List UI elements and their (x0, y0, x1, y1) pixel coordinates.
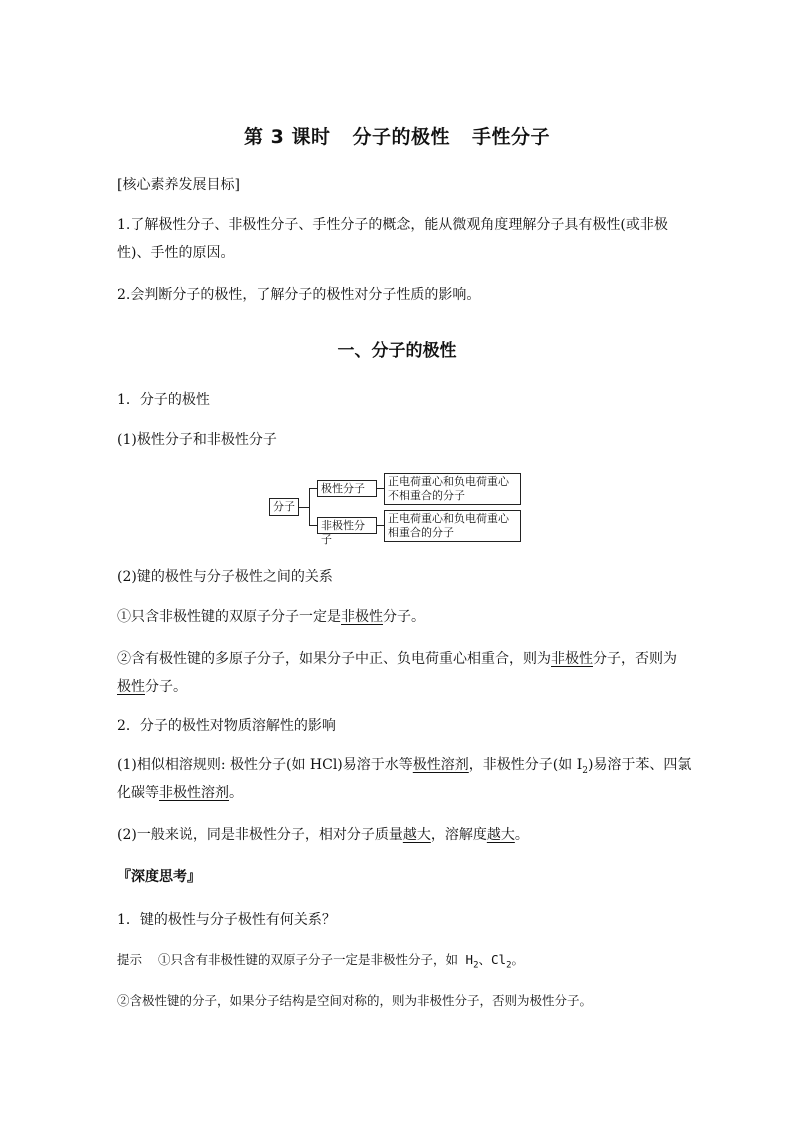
diagram-nonpolar-description: 正电荷重心和负电荷重心相重合的分子 (384, 510, 521, 542)
answer-blank: 非极性 (551, 651, 593, 667)
rule-1: ①只含非极性键的双原子分子一定是非极性分子。 (117, 609, 425, 625)
question-1: 1．键的极性与分子极性有何关系？ (117, 912, 336, 928)
diagram-polar-description: 正电荷重心和负电荷重心不相重合的分子 (384, 473, 521, 505)
diagram-connector (299, 507, 309, 508)
diagram-connector (377, 488, 384, 489)
hint-label: 提示 (117, 952, 143, 967)
goal-1-line-1: 1.了解极性分子、非极性分子、手性分子的概念，能从微观角度理解分子具有极性(或非极 (117, 217, 668, 233)
polarity-classification-diagram (266, 470, 526, 546)
answer-blank: 越大 (486, 827, 515, 843)
answer-blank: 非极性溶剂 (159, 785, 229, 801)
diagram-polar-box: 极性分子 (317, 480, 377, 497)
subsection-1-item-2: (2)键的极性与分子极性之间的关系 (117, 569, 333, 585)
diagram-connector (377, 525, 384, 526)
goals-heading: [核心素养发展目标] (117, 177, 240, 193)
diagram-connector (309, 525, 317, 526)
rule-2-line-2: 极性分子。 (117, 679, 187, 695)
diagram-connector (309, 488, 317, 489)
solubility-rule-line-2: 化碳等非极性溶剂。 (117, 785, 243, 801)
hint-line-2: ②含极性键的分子，如果分子结构是空间对称的，则为非极性分子，否则为极性分子。 (117, 993, 593, 1008)
solubility-rule-line-1: (1)相似相溶规则: 极性分子(如 HCl)易溶于水等极性溶剂，非极性分子(如 $I_2$)易溶于苯、四氯 (117, 757, 692, 776)
hint-line-1: 提示 ①只含有非极性键的双原子分子一定是非极性分子，如 $H_2$、$Cl_2$。 (117, 952, 524, 971)
goal-1-line-2: 性)、手性的原因。 (117, 245, 235, 261)
subsection-2-heading: 2．分子的极性对物质溶解性的影响 (117, 718, 336, 734)
diagram-root-box: 分子 (269, 498, 299, 516)
page-title: 第 3 课时 分子的极性 手性分子 (244, 126, 550, 148)
answer-blank: 非极性 (341, 609, 383, 625)
subsection-1-item-1: (1)极性分子和非极性分子 (117, 432, 277, 448)
subsection-1-heading: 1．分子的极性 (117, 392, 210, 408)
deep-thinking-heading: 『深度思考』 (117, 869, 201, 885)
answer-blank: 极性 (117, 679, 145, 695)
section-title: 一、分子的极性 (337, 341, 457, 361)
diagram-nonpolar-box: 非极性分子 (317, 517, 377, 534)
rule-2-line-1: ②含有极性键的多原子分子，如果分子中正、负电荷重心相重合，则为非极性分子，否则为 (117, 651, 677, 667)
answer-blank: 极性溶剂 (412, 757, 469, 773)
diagram-connector (309, 488, 310, 526)
answer-blank: 越大 (402, 827, 431, 843)
goal-2: 2.会判断分子的极性，了解分子的极性对分子性质的影响。 (117, 287, 481, 303)
solubility-rule-2: (2)一般来说，同是非极性分子，相对分子质量越大，溶解度越大。 (117, 827, 529, 843)
